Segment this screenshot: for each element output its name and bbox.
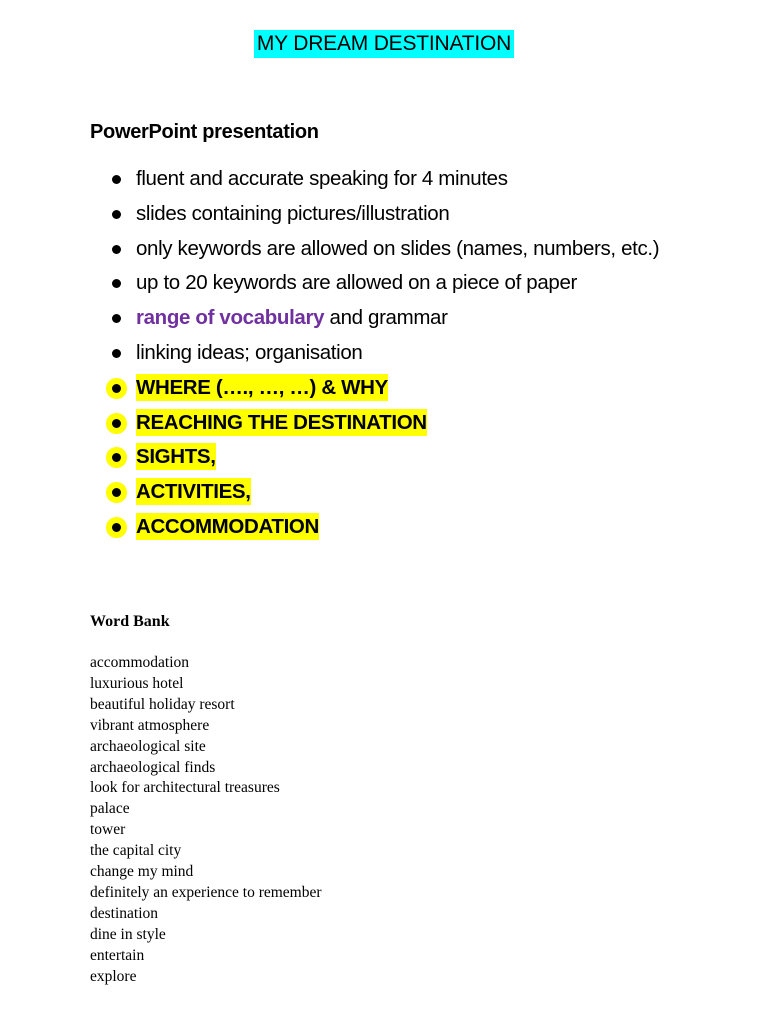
word-bank-item: change my mind — [90, 863, 194, 881]
list-item — [110, 336, 730, 371]
list-item-text: fluent and accurate speaking for 4 minutes — [136, 167, 508, 190]
bullet-icon — [112, 419, 121, 428]
bullet-icon — [112, 210, 121, 219]
list-item-highlighted — [110, 440, 730, 475]
word-bank-item: tower — [90, 821, 126, 839]
list-item-highlighted — [110, 406, 730, 441]
list-item-text: up to 20 keywords are allowed on a piece of paper — [136, 271, 577, 295]
bullet-icon — [112, 523, 121, 532]
list-item-text: SIGHTS, — [136, 445, 216, 469]
word-bank-title: Word Bank — [90, 613, 170, 630]
list-item-text: ACCOMMODATION — [136, 514, 319, 538]
document-title: MY DREAM DESTINATION — [254, 30, 514, 58]
word-bank-item: look for architectural treasures — [90, 779, 280, 797]
list-item-text: REACHING THE DESTINATION — [136, 410, 427, 434]
word-bank-item: accommodation — [90, 654, 189, 671]
word-bank-item: entertain — [90, 946, 145, 964]
requirements-list — [110, 162, 730, 545]
section-heading: PowerPoint presentation — [90, 121, 319, 143]
word-bank-list — [90, 653, 322, 988]
bullet-icon — [112, 384, 121, 393]
word-bank-item: destination — [90, 904, 159, 922]
list-item-text: WHERE (…., …, …) & WHY — [136, 375, 388, 399]
word-bank-item: dine in style — [90, 925, 166, 943]
list-item-text: ACTIVITIES, — [136, 480, 251, 504]
list-item — [110, 162, 730, 197]
bullet-icon — [112, 488, 121, 497]
list-item — [110, 266, 730, 301]
list-item-text: only keywords are allowed on slides (names, numbers, etc.) — [136, 236, 660, 260]
list-item-highlighted — [110, 475, 730, 510]
list-item — [110, 301, 730, 336]
list-item-highlighted — [110, 371, 730, 406]
title-container — [0, 30, 768, 58]
word-bank-item: luxurious hotel — [90, 674, 184, 692]
bullet-icon — [112, 279, 121, 288]
list-item — [110, 232, 730, 267]
list-item — [110, 197, 730, 232]
word-bank-item: palace — [90, 800, 130, 818]
word-bank-item: vibrant atmosphere — [90, 716, 210, 734]
bullet-icon — [112, 314, 121, 323]
bullet-icon — [112, 175, 121, 184]
word-bank-item: archaeological site — [90, 737, 206, 755]
list-item-text: slides containing pictures/illustration — [136, 201, 450, 225]
list-item-text: and grammar — [324, 306, 448, 330]
bullet-icon — [112, 349, 121, 358]
list-item-text: linking ideas; organisation — [136, 340, 363, 364]
vocabulary-emphasis: range of vocabulary — [136, 306, 325, 330]
word-bank-item: the capital city — [90, 842, 182, 860]
word-bank-item: explore — [90, 967, 137, 985]
word-bank-item: beautiful holiday resort — [90, 695, 235, 713]
bullet-icon — [112, 453, 121, 462]
word-bank-item: definitely an experience to remember — [90, 883, 322, 901]
list-item-highlighted — [110, 510, 730, 545]
word-bank-item: archaeological finds — [90, 758, 216, 776]
bullet-icon — [112, 245, 121, 254]
